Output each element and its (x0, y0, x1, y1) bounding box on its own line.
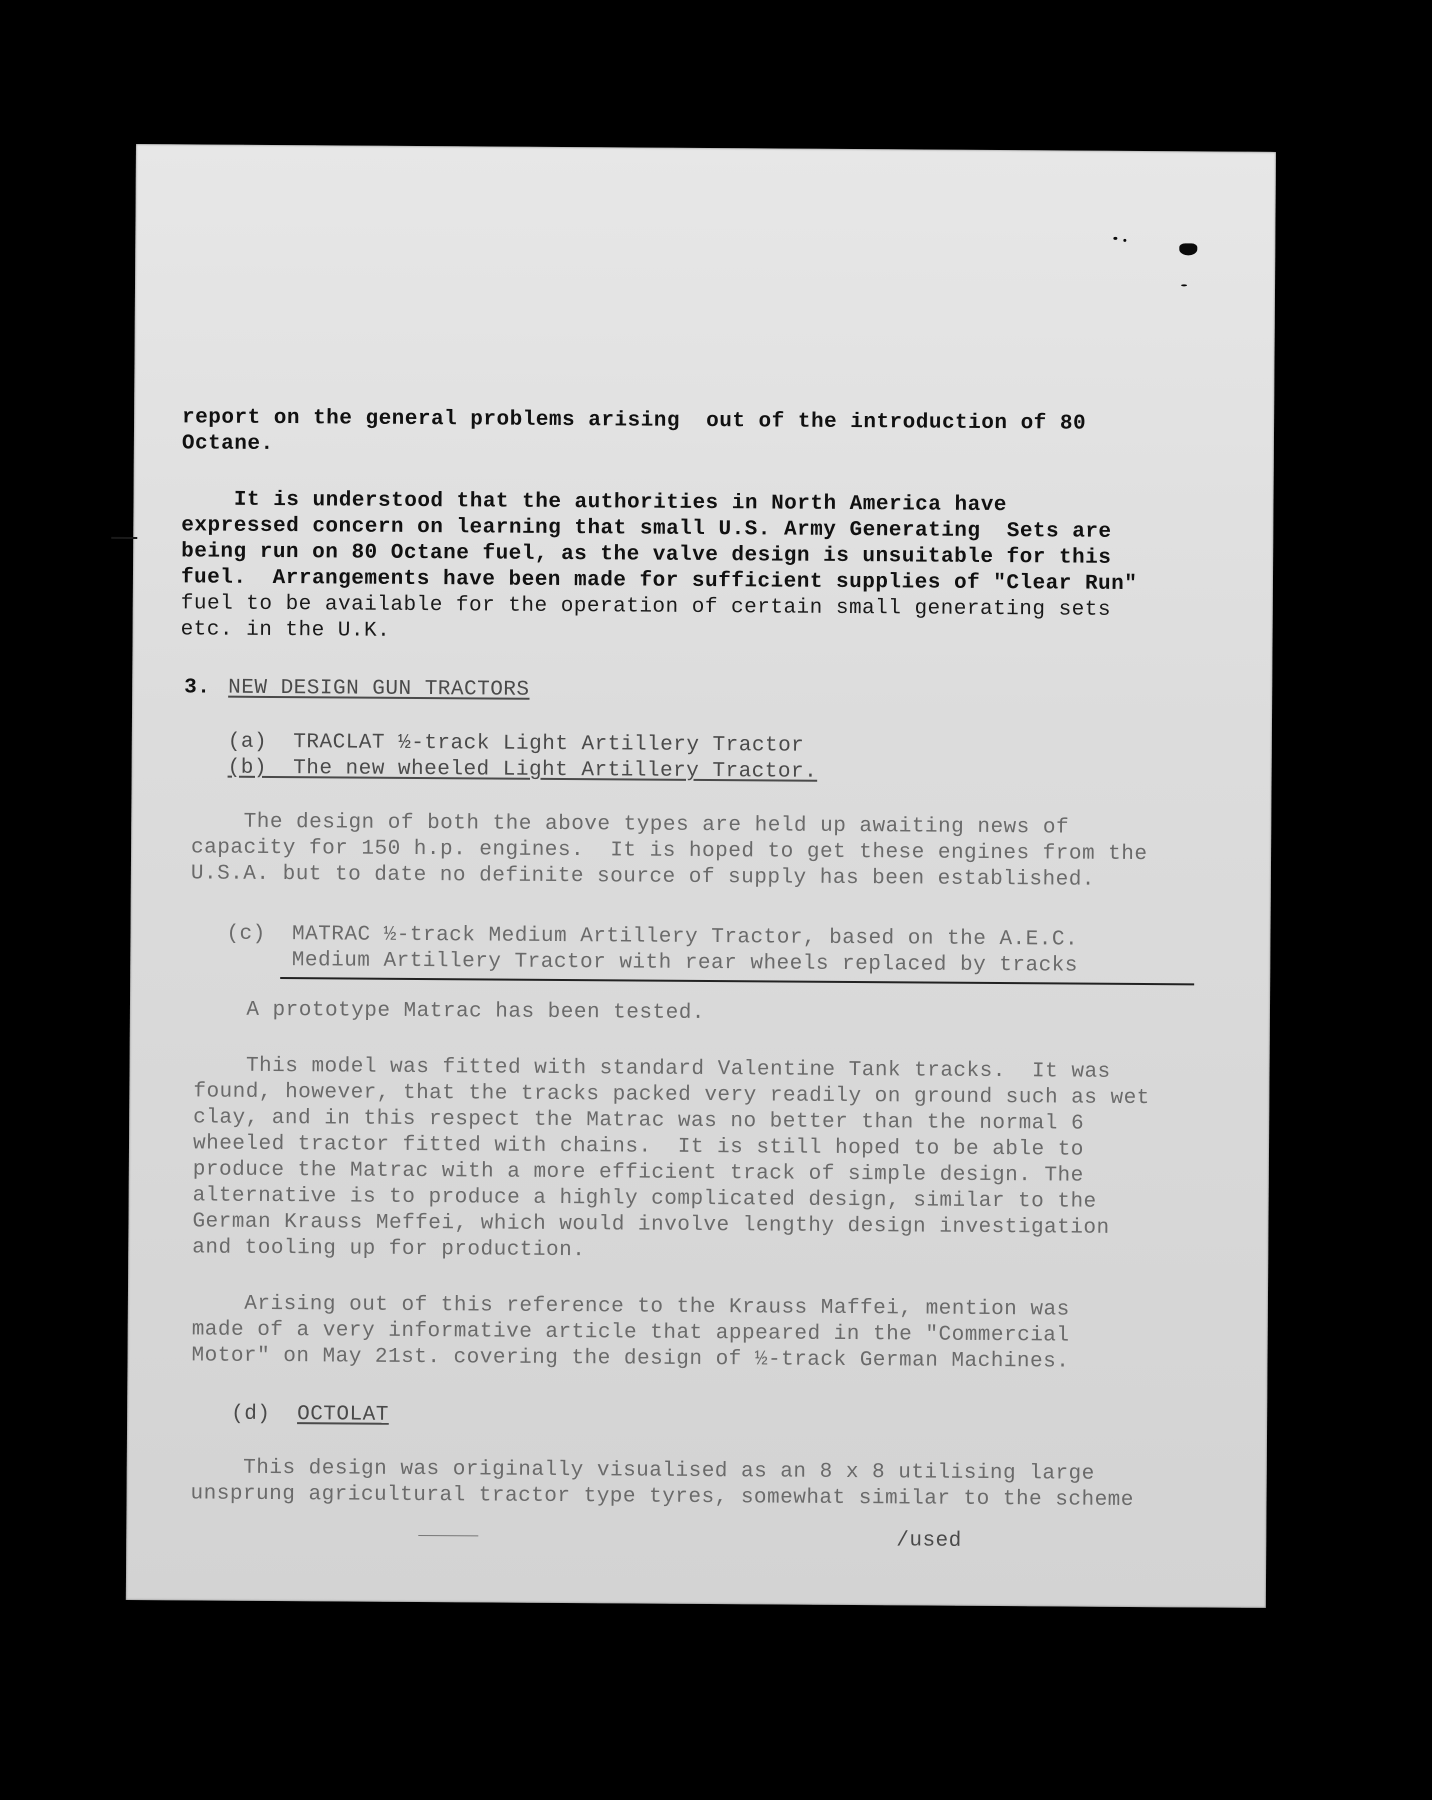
paragraph-line: A prototype Matrac has been tested. (193, 998, 706, 1025)
paragraph-line: Motor" on May 21st. covering the design of ½-track German Machines. (191, 1344, 1070, 1374)
ink-speck (1113, 237, 1117, 240)
intro-line-2: Octane. (181, 432, 274, 456)
section-number: 3. (184, 676, 211, 700)
paragraph-line: made of a very informative article that appeared in the "Commercial (191, 1318, 1070, 1348)
ink-speck (1181, 284, 1187, 286)
paragraph-line: fuel. Arrangements have been made for sufficient supplies of "Clear Run" (180, 566, 1138, 597)
section-title: NEW DESIGN GUN TRACTORS (228, 676, 530, 702)
paragraph-line: The design of both the above types are held up awaiting news of (191, 810, 1070, 840)
punch-mark (1179, 243, 1197, 255)
document-page (126, 144, 1276, 1608)
short-rule (418, 1535, 478, 1536)
paragraph-line: capacity for 150 h.p. engines. It is hoped to get these engines from the (191, 836, 1148, 867)
paragraph-line: unsprung agricultural tractor type tyres, somewhat similar to the scheme (190, 1482, 1134, 1512)
paragraph-line: fuel to be available for the operation of certain small generating sets (180, 592, 1112, 622)
list-item: (c) MATRAC ½-track Medium Artillery Tractor, based on the A.E.C. (226, 922, 1079, 952)
paragraph-line: produce the Matrac with a more efficient track of simple design. The (192, 1158, 1084, 1188)
list-item-label: (d) (231, 1402, 271, 1426)
list-item: (a) TRACLAT ½-track Light Artillery Tractor (227, 730, 805, 758)
list-item: (b) The new wheeled Light Artillery Tractor. (227, 756, 818, 784)
margin-mark (111, 537, 137, 539)
paragraph-line: wheeled tractor fitted with chains. It is still hoped to be able to (192, 1132, 1085, 1162)
paragraph-line: This design was originally visualised as an 8 x 8 utilising large (190, 1456, 1095, 1486)
paragraph-line: Arising out of this reference to the Krauss Maffei, mention was (191, 1292, 1070, 1322)
list-item-title: OCTOLAT (297, 1403, 389, 1427)
paragraph-line: alternative is to produce a highly complicated design, similar to the (192, 1184, 1097, 1214)
paragraph-line: It is understood that the authorities in North America have (181, 488, 1008, 518)
intro-line-1: report on the general problems arising out of the introduction of 80 (182, 406, 1087, 436)
paragraph-line: clay, and in this respect the Matrac was no better than the normal 6 (193, 1106, 1085, 1136)
paragraph-line: being run on 80 Octane fuel, as the valve design is unsuitable for this (181, 540, 1112, 570)
catchword: /used (896, 1529, 962, 1553)
ink-speck (1123, 239, 1126, 242)
paragraph-line: U.S.A. but to date no definite source of supply has been established. (190, 862, 1096, 892)
paragraph-line: etc. in the U.K. (180, 618, 391, 643)
paragraph-line: found, however, that the tracks packed very readily on ground such as wet (193, 1080, 1150, 1111)
paragraph-line: This model was fitted with standard Valentine Tank tracks. It was (193, 1054, 1111, 1084)
paragraph-line: German Krauss Meffei, which would involve lengthy design investigation (192, 1210, 1110, 1240)
paragraph-line: expressed concern on learning that small U.S. Army Generating Sets are (181, 514, 1112, 544)
paragraph-line: and tooling up for production. (192, 1236, 586, 1263)
list-item: Medium Artillery Tractor with rear wheels replaced by tracks (226, 948, 1079, 978)
